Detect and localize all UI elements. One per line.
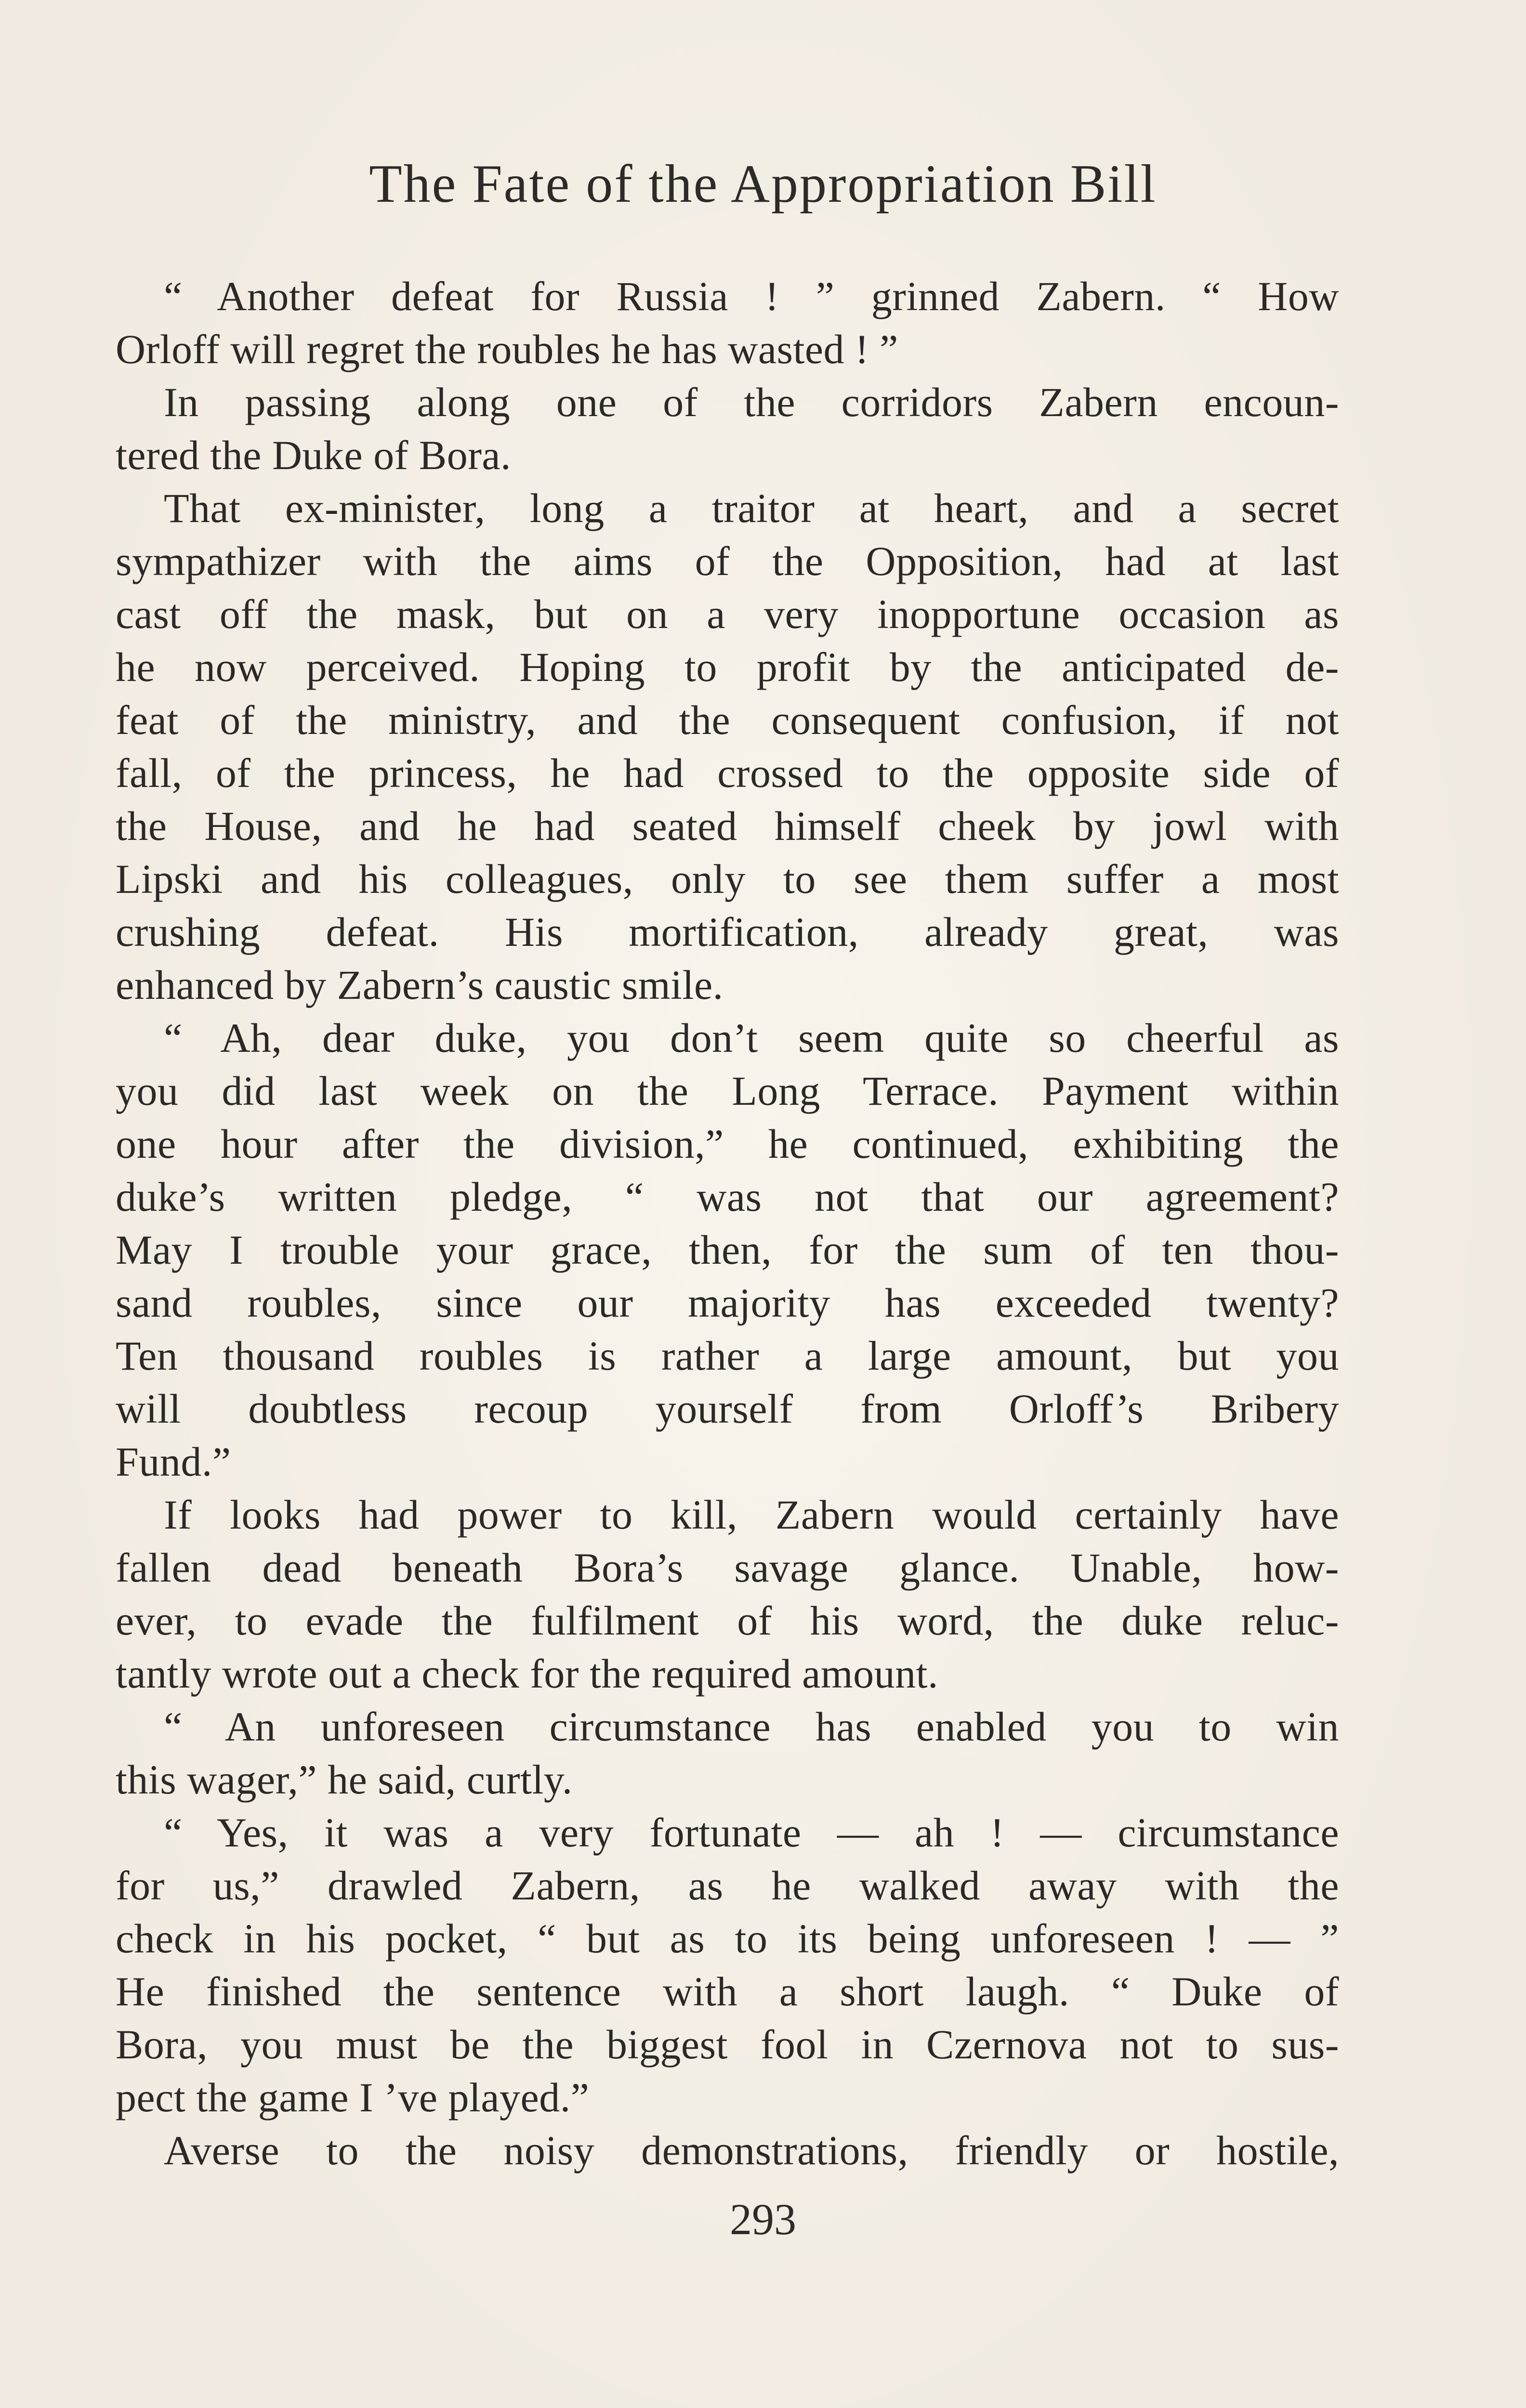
text-line: one hour after the division,” he continued, exhibiting the — [116, 1121, 1339, 1167]
text-line: duke’s written pledge, “ was not that our agreement? — [116, 1174, 1339, 1220]
text-line: Bora, you must be the biggest fool in Czernova not to sus- — [116, 2021, 1339, 2068]
text-line: feat of the ministry, and the consequent confusion, if not — [116, 697, 1339, 743]
text-line: pect the game I ’ve played.” — [116, 2074, 590, 2120]
text-line: “ An unforeseen circumstance has enabled you to win — [164, 1703, 1339, 1750]
text-line: fall, of the princess, he had crossed to the opposite side of — [116, 750, 1339, 796]
text-line: cast off the mask, but on a very inopportune occasion as — [116, 591, 1339, 637]
page-number: 293 — [730, 2195, 796, 2244]
running-head: The Fate of the Appropriation Bill — [369, 154, 1157, 214]
text-line: ever, to evade the fulfilment of his word, the duke reluc- — [116, 1597, 1339, 1644]
text-line: He finished the sentence with a short laugh. “ Duke of — [116, 1968, 1339, 2015]
text-line: “ Another defeat for Russia ! ” grinned Zabern. “ How — [164, 273, 1339, 319]
text-line: the House, and he had seated himself cheek by jowl with — [116, 803, 1339, 849]
text-line: crushing defeat. His mortification, already great, was — [116, 909, 1339, 955]
text-line: tantly wrote out a check for the required amount. — [116, 1650, 939, 1697]
text-line: tered the Duke of Bora. — [116, 432, 512, 478]
body-text — [116, 270, 1339, 2177]
text-line: you did last week on the Long Terrace. Payment within — [116, 1068, 1339, 1114]
text-line: sympathizer with the aims of the Opposition, had at last — [116, 538, 1339, 584]
text-line: sand roubles, since our majority has exceeded twenty? — [116, 1280, 1339, 1326]
text-line: Lipski and his colleagues, only to see them suffer a most — [116, 856, 1339, 902]
text-line: he now perceived. Hoping to profit by the anticipated de- — [116, 644, 1339, 690]
text-line: “ Yes, it was a very fortunate — ah ! — circumstance — [164, 1809, 1339, 1856]
text-line: enhanced by Zabern’s caustic smile. — [116, 962, 724, 1008]
text-line: this wager,” he said, curtly. — [116, 1756, 573, 1803]
text-line: will doubtless recoup yourself from Orloff’s Bribery — [116, 1386, 1339, 1432]
text-line: “ Ah, dear duke, you don’t seem quite so cheerful as — [164, 1015, 1339, 1061]
text-line: check in his pocket, “ but as to its being unforeseen ! — ” — [116, 1915, 1339, 1962]
text-line: May I trouble your grace, then, for the sum of ten thou- — [116, 1227, 1339, 1273]
text-line: That ex-minister, long a traitor at heart, and a secret — [164, 485, 1339, 531]
text-line: Averse to the noisy demonstrations, friendly or hostile, — [164, 2127, 1339, 2173]
text-line: In passing along one of the corridors Zabern encoun- — [164, 379, 1339, 425]
text-line: If looks had power to kill, Zabern would certainly have — [164, 1492, 1339, 1538]
text-line: Ten thousand roubles is rather a large amount, but you — [116, 1333, 1339, 1379]
text-line: for us,” drawled Zabern, as he walked away with the — [116, 1862, 1339, 1909]
text-line: Orloff will regret the roubles he has wasted ! ” — [116, 326, 898, 372]
text-line: fallen dead beneath Bora’s savage glance. Unable, how- — [116, 1544, 1339, 1591]
text-line: Fund.” — [116, 1439, 231, 1485]
